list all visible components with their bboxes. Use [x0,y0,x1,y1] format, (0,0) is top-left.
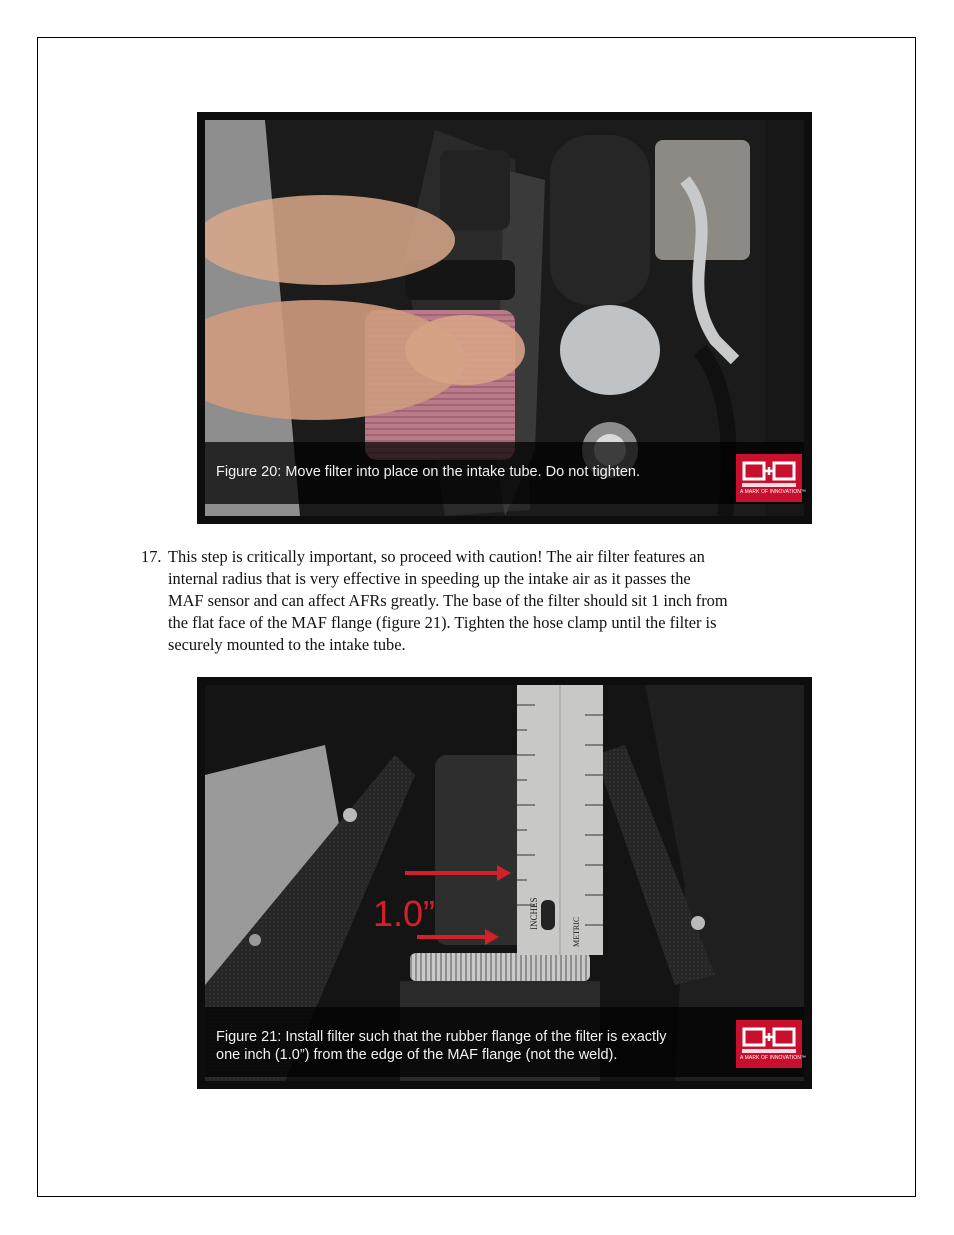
logo-wordmark [742,483,796,487]
figure-20-photo [197,112,812,524]
grimmspeed-logo [736,1020,807,1068]
step-line: This step is critically important, so proceed with caution! The air filter features an [168,547,705,566]
logo-wordmark [742,1049,796,1053]
ruler-inches-label: INCHES [529,897,539,930]
step-line: internal radius that is very effective in speeding up the intake air as it passes the [168,569,691,588]
logo-tagline: A MARK OF INNOVATION™ [740,1055,807,1061]
step-line: securely mounted to the intake tube. [168,635,406,654]
grimmspeed-logo [736,454,807,502]
figure-20-caption: Figure 20: Move filter into place on the intake tube. Do not tighten. [216,464,640,480]
logo-tagline: A MARK OF INNOVATION™ [740,489,807,495]
gs-logo-icon [742,460,796,482]
ruler-metric-label: METRIC [572,916,581,947]
figure-21-caption-line: Figure 21: Install filter such that the rubber flange of the filter is exactly [216,1029,667,1045]
figure-21-photo [197,677,812,1089]
measurement-callout: 1.0” [373,893,436,934]
step-line: MAF sensor and can affect AFRs greatly. The base of the filter should sit 1 inch from [168,591,728,610]
step-text [168,546,838,656]
step-line: the flat face of the MAF flange (figure 21). Tighten the hose clamp until the filter is [168,613,717,632]
step-number: 17. [141,547,162,566]
gs-logo-icon [742,1026,796,1048]
figure-21-caption [216,1028,741,1064]
figure-21-caption-line: one inch (1.0”) from the edge of the MAF flange (not the weld). [216,1047,618,1063]
